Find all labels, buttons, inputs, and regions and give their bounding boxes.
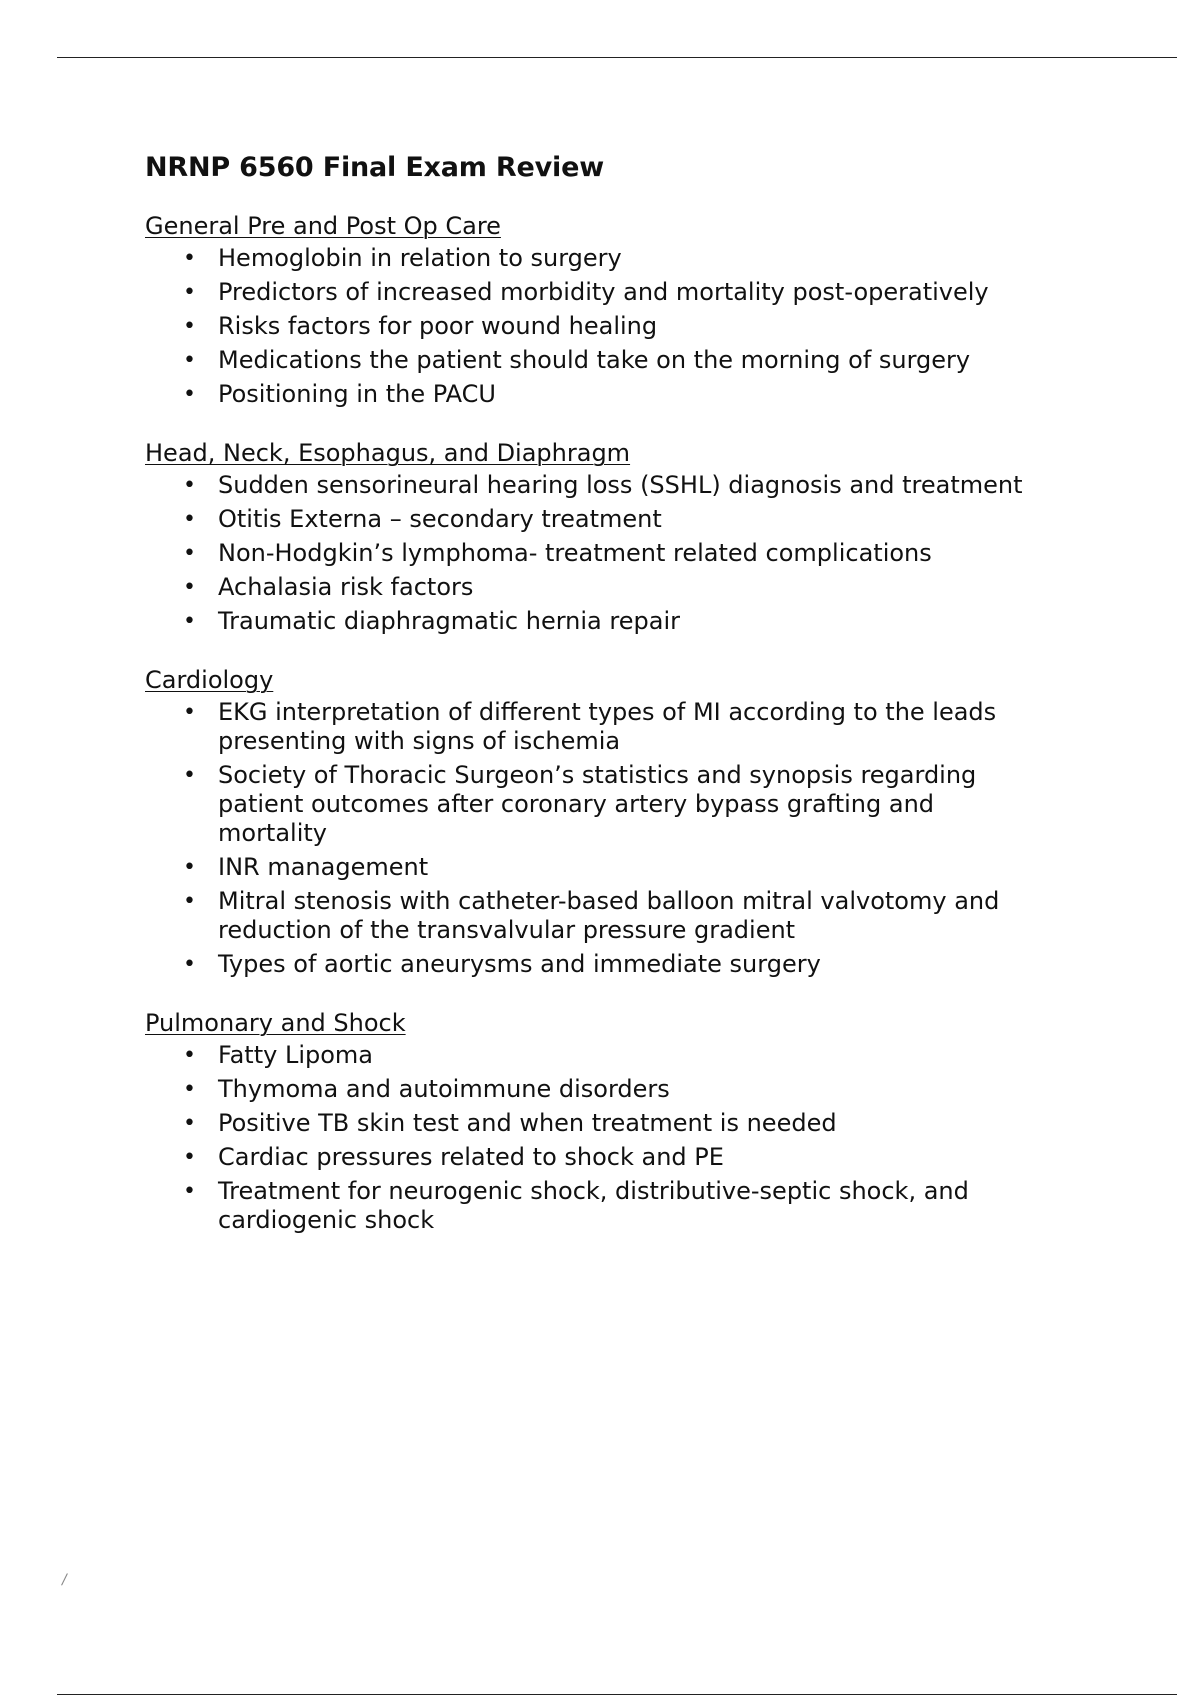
bullet-list [145, 471, 1045, 636]
list-item [145, 346, 1045, 375]
list-item [145, 1177, 1045, 1235]
list-item-text: Thymoma and autoimmune disorders [218, 1075, 670, 1103]
list-item [145, 1143, 1045, 1172]
bullet-icon: • [183, 700, 196, 725]
list-item-text: Hemoglobin in relation to surgery [218, 244, 622, 272]
list-item [145, 853, 1045, 882]
bullet-icon: • [183, 314, 196, 339]
bullet-icon: • [183, 280, 196, 305]
list-item-text: Achalasia risk factors [218, 573, 474, 601]
list-item [145, 698, 1045, 756]
list-item [145, 950, 1045, 979]
stray-mark: / [62, 1572, 67, 1588]
bullet-icon: • [183, 575, 196, 600]
list-item-text: Cardiac pressures related to shock and PE [218, 1143, 724, 1171]
list-item [145, 761, 1045, 848]
list-item [145, 471, 1045, 500]
bullet-icon: • [183, 889, 196, 914]
list-item-text: Fatty Lipoma [218, 1041, 374, 1069]
section-cardiology [145, 664, 1045, 979]
section-heading: Head, Neck, Esophagus, and Diaphragm [145, 439, 631, 467]
list-item-text: Positive TB skin test and when treatment is needed [218, 1109, 837, 1137]
bullet-list [145, 1041, 1045, 1235]
bullet-icon: • [183, 609, 196, 634]
bullet-icon: • [183, 246, 196, 271]
bullet-icon: • [183, 382, 196, 407]
list-item-text: Risks factors for poor wound healing [218, 312, 658, 340]
bullet-icon: • [183, 1077, 196, 1102]
bullet-icon: • [183, 855, 196, 880]
bullet-icon: • [183, 1145, 196, 1170]
list-item [145, 505, 1045, 534]
list-item [145, 607, 1045, 636]
list-item [145, 1075, 1045, 1104]
list-item-text: Mitral stenosis with catheter-based balloon mitral valvotomy and reduction of the transvalvular pressure gradient [218, 887, 1000, 944]
list-item [145, 380, 1045, 409]
list-item-text: Non-Hodgkin’s lymphoma- treatment related complications [218, 539, 932, 567]
bullet-icon: • [183, 1111, 196, 1136]
list-item [145, 244, 1045, 273]
section-pulmonary-shock [145, 1007, 1045, 1235]
list-item-text: INR management [218, 853, 429, 881]
list-item-text: EKG interpretation of different types of MI according to the leads presenting with signs of ischemia [218, 698, 997, 755]
section-general-pre-post-op [145, 210, 1045, 409]
list-item-text: Treatment for neurogenic shock, distributive-septic shock, and cardiogenic shock [218, 1177, 969, 1234]
document-body [145, 148, 1045, 1263]
list-item [145, 887, 1045, 945]
list-item [145, 312, 1045, 341]
list-item [145, 278, 1045, 307]
bullet-icon: • [183, 473, 196, 498]
section-heading: General Pre and Post Op Care [145, 212, 501, 240]
list-item-text: Traumatic diaphragmatic hernia repair [218, 607, 680, 635]
page-title: NRNP 6560 Final Exam Review [145, 152, 604, 183]
section-head-neck [145, 437, 1045, 636]
list-item [145, 539, 1045, 568]
bullet-icon: • [183, 507, 196, 532]
section-heading: Cardiology [145, 666, 274, 694]
bottom-rule [57, 1694, 1177, 1695]
section-heading: Pulmonary and Shock [145, 1009, 406, 1037]
list-item-text: Predictors of increased morbidity and mortality post-operatively [218, 278, 989, 306]
list-item-text: Positioning in the PACU [218, 380, 496, 408]
bullet-icon: • [183, 952, 196, 977]
list-item-text: Sudden sensorineural hearing loss (SSHL) diagnosis and treatment [218, 471, 1023, 499]
bullet-list [145, 698, 1045, 979]
list-item [145, 1109, 1045, 1138]
list-item-text: Medications the patient should take on the morning of surgery [218, 346, 971, 374]
bullet-icon: • [183, 541, 196, 566]
bullet-icon: • [183, 1179, 196, 1204]
list-item-text: Otitis Externa – secondary treatment [218, 505, 662, 533]
top-rule [57, 57, 1177, 58]
bullet-icon: • [183, 348, 196, 373]
bullet-icon: • [183, 763, 196, 788]
list-item [145, 573, 1045, 602]
bullet-list [145, 244, 1045, 409]
list-item-text: Types of aortic aneurysms and immediate surgery [218, 950, 821, 978]
list-item-text: Society of Thoracic Surgeon’s statistics and synopsis regarding patient outcomes after coronary artery bypass grafting and mortality [218, 761, 977, 847]
bullet-icon: • [183, 1043, 196, 1068]
list-item [145, 1041, 1045, 1070]
